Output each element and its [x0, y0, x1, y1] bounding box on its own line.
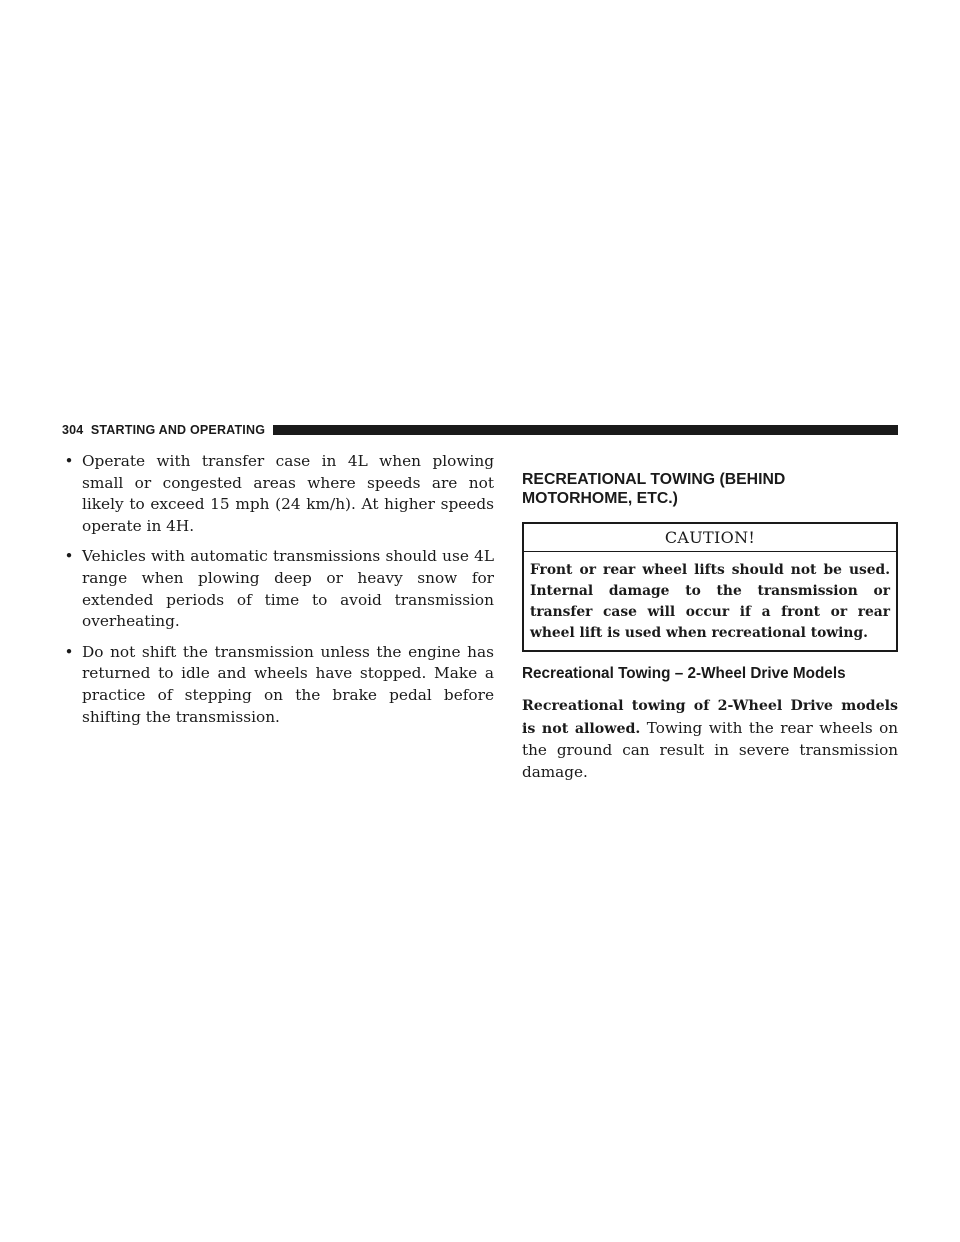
caution-title: CAUTION!	[524, 524, 896, 552]
bullet-item	[62, 642, 494, 728]
subsection-title: Recreational Towing – 2-Wheel Drive Models	[522, 665, 846, 682]
page-header	[62, 422, 898, 438]
right-column	[522, 470, 898, 783]
bullet-text: Operate with transfer case in 4L when plowing small or congested areas where speeds are not likely to exceed 15 mph (24 km/h). At higher speeds operate in 4H.	[82, 452, 494, 535]
paragraph-text: Towing with the rear wheels on the ground can result in severe transmission damage.	[522, 718, 898, 781]
bullet-icon: •	[64, 547, 74, 566]
bold-lead-text: Recreational towing of 2-Wheel Drive models is not allowed.	[522, 698, 898, 737]
bullet-text: Vehicles with automatic transmissions should use 4L range when plowing deep or heavy snow for extended periods of time to avoid transmission overheating.	[82, 547, 494, 631]
caution-text: Front or rear wheel lifts should not be used. Internal damage to the transmission or transfer case will occur if a front or rear wheel lift is used when recreational towing.	[530, 562, 890, 641]
bullet-icon: •	[64, 452, 74, 470]
bullet-item	[62, 546, 494, 632]
page-header-text	[62, 423, 265, 437]
bullet-icon: •	[64, 642, 74, 661]
body-paragraph	[522, 695, 898, 783]
page-number: 304	[62, 423, 84, 437]
caution-box	[522, 522, 898, 652]
header-rule	[273, 425, 898, 435]
bullet-text: Do not shift the transmission unless the engine has returned to idle and wheels have stopped. Make a practice of stepping on the brake pedal before shifting the transmission.	[82, 642, 494, 726]
left-column	[62, 451, 494, 737]
section-title	[522, 470, 898, 508]
bullet-item	[62, 451, 494, 537]
section-name: STARTING AND OPERATING	[90, 423, 266, 437]
section-title-line-1: RECREATIONAL TOWING (BEHIND	[522, 471, 786, 488]
section-title-line-2: MOTORHOME, ETC.)	[522, 490, 678, 507]
